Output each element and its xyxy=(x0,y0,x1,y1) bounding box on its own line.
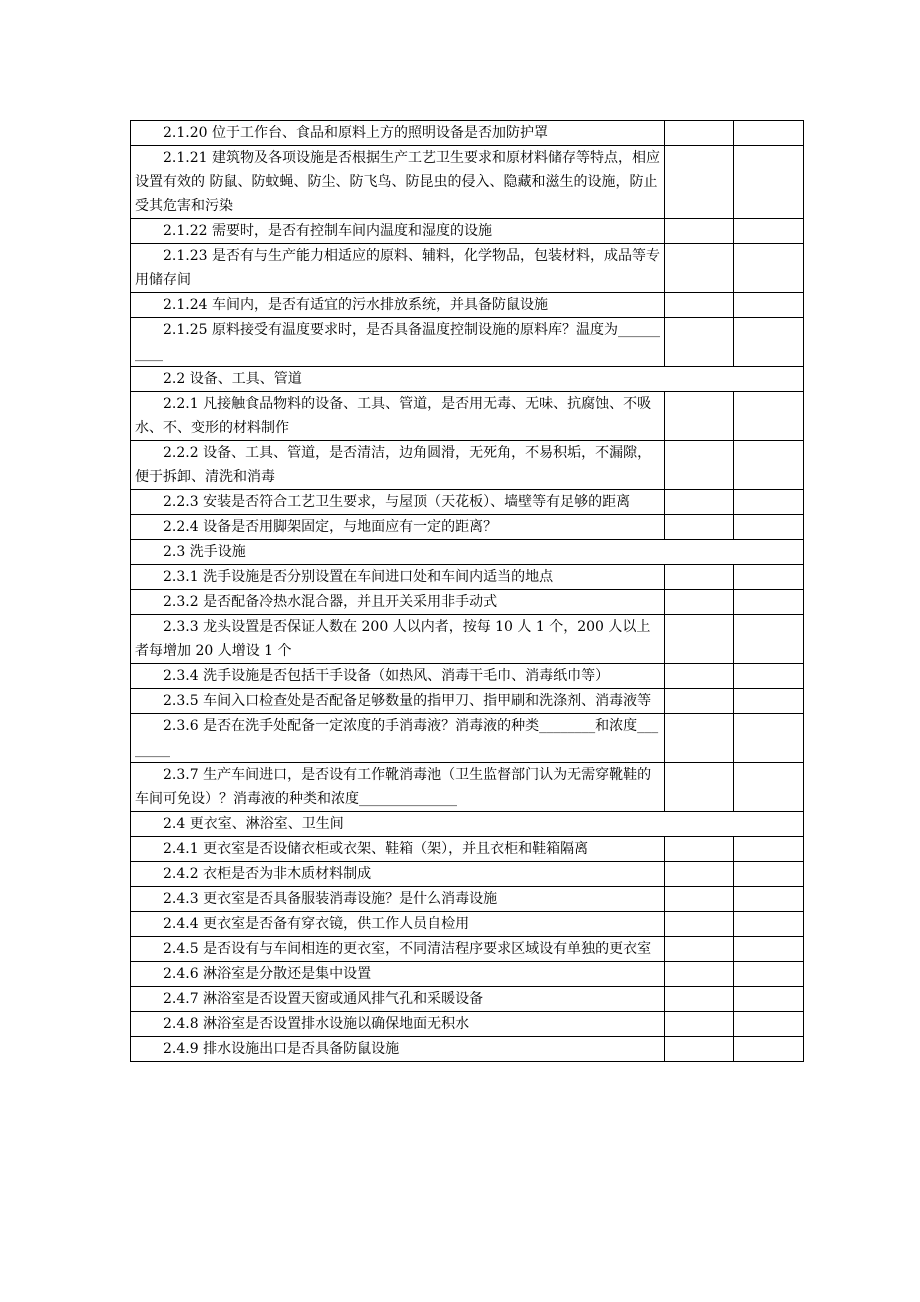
answer-cell-1[interactable] xyxy=(665,615,734,664)
table-row xyxy=(131,714,804,763)
table-row xyxy=(131,912,804,937)
table-row xyxy=(131,219,804,244)
checklist-item-text: 2.2.2 设备、工具、管道，是否清洁，边角圆滑，无死角，不易积垢，不漏隙，便于拆卸、清洗和消毒 xyxy=(131,441,665,490)
inspection-checklist-table xyxy=(130,120,804,1062)
checklist-item-text: 2.1.24 车间内，是否有适宜的污水排放系统，并具备防鼠设施 xyxy=(131,293,665,318)
table-row xyxy=(131,962,804,987)
checklist-item-text: 2.3.5 车间入口检查处是否配备足够数量的指甲刀、指甲刷和洗涤剂、消毒液等 xyxy=(131,689,665,714)
checklist-item-text: 2.4.4 更衣室是否备有穿衣镜，供工作人员自检用 xyxy=(131,912,665,937)
table-row xyxy=(131,837,804,862)
table-row xyxy=(131,763,804,812)
table-row xyxy=(131,121,804,146)
checklist-item-text: 2.2.4 设备是否用脚架固定，与地面应有一定的距离？ xyxy=(131,515,665,540)
checklist-item-text: 2.1.22 需要时，是否有控制车间内温度和湿度的设施 xyxy=(131,219,665,244)
table-row xyxy=(131,490,804,515)
section-row xyxy=(131,812,804,837)
answer-cell-2[interactable] xyxy=(734,837,804,862)
answer-cell-1[interactable] xyxy=(665,392,734,441)
checklist-item-text: 2.3.6 是否在洗手处配备一定浓度的手消毒液？消毒液的种类________和浓度________ xyxy=(131,714,665,763)
section-heading: 2.3 洗手设施 xyxy=(131,540,804,565)
table-row xyxy=(131,392,804,441)
table-row xyxy=(131,515,804,540)
answer-cell-2[interactable] xyxy=(734,689,804,714)
answer-cell-2[interactable] xyxy=(734,219,804,244)
answer-cell-1[interactable] xyxy=(665,1037,734,1062)
answer-cell-1[interactable] xyxy=(665,1012,734,1037)
section-row xyxy=(131,540,804,565)
table-row xyxy=(131,937,804,962)
answer-cell-1[interactable] xyxy=(665,937,734,962)
table-row xyxy=(131,441,804,490)
table-row xyxy=(131,689,804,714)
answer-cell-1[interactable] xyxy=(665,837,734,862)
answer-cell-2[interactable] xyxy=(734,862,804,887)
answer-cell-1[interactable] xyxy=(665,515,734,540)
answer-cell-2[interactable] xyxy=(734,565,804,590)
answer-cell-2[interactable] xyxy=(734,318,804,367)
answer-cell-1[interactable] xyxy=(665,962,734,987)
answer-cell-1[interactable] xyxy=(665,987,734,1012)
table-row xyxy=(131,1037,804,1062)
answer-cell-1[interactable] xyxy=(665,887,734,912)
answer-cell-1[interactable] xyxy=(665,664,734,689)
table-row xyxy=(131,244,804,293)
table-row xyxy=(131,615,804,664)
table-row xyxy=(131,664,804,689)
answer-cell-1[interactable] xyxy=(665,146,734,219)
answer-cell-1[interactable] xyxy=(665,293,734,318)
answer-cell-1[interactable] xyxy=(665,565,734,590)
checklist-item-text: 2.4.3 更衣室是否具备服装消毒设施？是什么消毒设施 xyxy=(131,887,665,912)
table-row xyxy=(131,318,804,367)
answer-cell-1[interactable] xyxy=(665,441,734,490)
checklist-item-text: 2.4.5 是否设有与车间相连的更衣室，不同清洁程序要求区域设有单独的更衣室 xyxy=(131,937,665,962)
answer-cell-2[interactable] xyxy=(734,763,804,812)
checklist-item-text: 2.1.21 建筑物及各项设施是否根据生产工艺卫生要求和原材料储存等特点，相应设置有效的 防鼠、防蚊蝇、防尘、防飞鸟、防昆虫的侵入、隐藏和滋生的设施，防止受其危害和污染 xyxy=(131,146,665,219)
table-row xyxy=(131,1012,804,1037)
checklist-body xyxy=(131,121,804,1062)
checklist-item-text: 2.4.2 衣柜是否为非木质材料制成 xyxy=(131,862,665,887)
answer-cell-2[interactable] xyxy=(734,962,804,987)
checklist-item-text: 2.1.25 原料接受有温度要求时，是否具备温度控制设施的原料库？温度为__________ xyxy=(131,318,665,367)
checklist-item-text: 2.1.23 是否有与生产能力相适应的原料、辅料，化学物品，包装材料，成品等专用储存间 xyxy=(131,244,665,293)
table-row xyxy=(131,987,804,1012)
answer-cell-2[interactable] xyxy=(734,515,804,540)
table-row xyxy=(131,293,804,318)
table-row xyxy=(131,146,804,219)
answer-cell-2[interactable] xyxy=(734,714,804,763)
answer-cell-1[interactable] xyxy=(665,763,734,812)
checklist-item-text: 2.4.1 更衣室是否设储衣柜或衣架、鞋箱（架），并且衣柜和鞋箱隔离 xyxy=(131,837,665,862)
checklist-item-text: 2.4.7 淋浴室是否设置天窗或通风排气孔和采暖设备 xyxy=(131,987,665,1012)
answer-cell-1[interactable] xyxy=(665,244,734,293)
checklist-item-text: 2.3.4 洗手设施是否包括干手设备（如热风、消毒干毛巾、消毒纸巾等） xyxy=(131,664,665,689)
section-heading: 2.4 更衣室、淋浴室、卫生间 xyxy=(131,812,804,837)
checklist-item-text: 2.3.1 洗手设施是否分别设置在车间进口处和车间内适当的地点 xyxy=(131,565,665,590)
answer-cell-1[interactable] xyxy=(665,689,734,714)
section-row xyxy=(131,367,804,392)
answer-cell-2[interactable] xyxy=(734,244,804,293)
answer-cell-2[interactable] xyxy=(734,1037,804,1062)
table-row xyxy=(131,565,804,590)
answer-cell-2[interactable] xyxy=(734,293,804,318)
answer-cell-2[interactable] xyxy=(734,937,804,962)
checklist-item-text: 2.3.2 是否配备冷热水混合器，并且开关采用非手动式 xyxy=(131,590,665,615)
answer-cell-2[interactable] xyxy=(734,664,804,689)
checklist-item-text: 2.4.9 排水设施出口是否具备防鼠设施 xyxy=(131,1037,665,1062)
answer-cell-1[interactable] xyxy=(665,862,734,887)
answer-cell-1[interactable] xyxy=(665,912,734,937)
answer-cell-1[interactable] xyxy=(665,121,734,146)
answer-cell-2[interactable] xyxy=(734,121,804,146)
checklist-item-text: 2.4.6 淋浴室是分散还是集中设置 xyxy=(131,962,665,987)
answer-cell-2[interactable] xyxy=(734,887,804,912)
answer-cell-2[interactable] xyxy=(734,912,804,937)
checklist-item-text: 2.3.7 生产车间进口，是否设有工作靴消毒池（卫生监督部门认为无需穿靴鞋的车间可免设）？消毒液的种类和浓度______________ xyxy=(131,763,665,812)
table-row xyxy=(131,862,804,887)
checklist-item-text: 2.3.3 龙头设置是否保证人数在 200 人以内者，按每 10 人 1 个，200 人以上者每增加 20 人增设 1 个 xyxy=(131,615,665,664)
checklist-item-text: 2.1.20 位于工作台、食品和原料上方的照明设备是否加防护罩 xyxy=(131,121,665,146)
answer-cell-2[interactable] xyxy=(734,490,804,515)
answer-cell-2[interactable] xyxy=(734,441,804,490)
answer-cell-1[interactable] xyxy=(665,714,734,763)
table-row xyxy=(131,887,804,912)
table-row xyxy=(131,590,804,615)
answer-cell-2[interactable] xyxy=(734,615,804,664)
section-heading: 2.2 设备、工具、管道 xyxy=(131,367,804,392)
checklist-item-text: 2.4.8 淋浴室是否设置排水设施以确保地面无积水 xyxy=(131,1012,665,1037)
answer-cell-2[interactable] xyxy=(734,146,804,219)
answer-cell-1[interactable] xyxy=(665,490,734,515)
answer-cell-2[interactable] xyxy=(734,987,804,1012)
answer-cell-1[interactable] xyxy=(665,219,734,244)
answer-cell-1[interactable] xyxy=(665,318,734,367)
answer-cell-2[interactable] xyxy=(734,1012,804,1037)
checklist-item-text: 2.2.1 凡接触食品物料的设备、工具、管道，是否用无毒、无味、抗腐蚀、不吸水、不、变形的材料制作 xyxy=(131,392,665,441)
answer-cell-2[interactable] xyxy=(734,392,804,441)
answer-cell-2[interactable] xyxy=(734,590,804,615)
checklist-item-text: 2.2.3 安装是否符合工艺卫生要求，与屋顶（天花板）、墙壁等有足够的距离 xyxy=(131,490,665,515)
answer-cell-1[interactable] xyxy=(665,590,734,615)
